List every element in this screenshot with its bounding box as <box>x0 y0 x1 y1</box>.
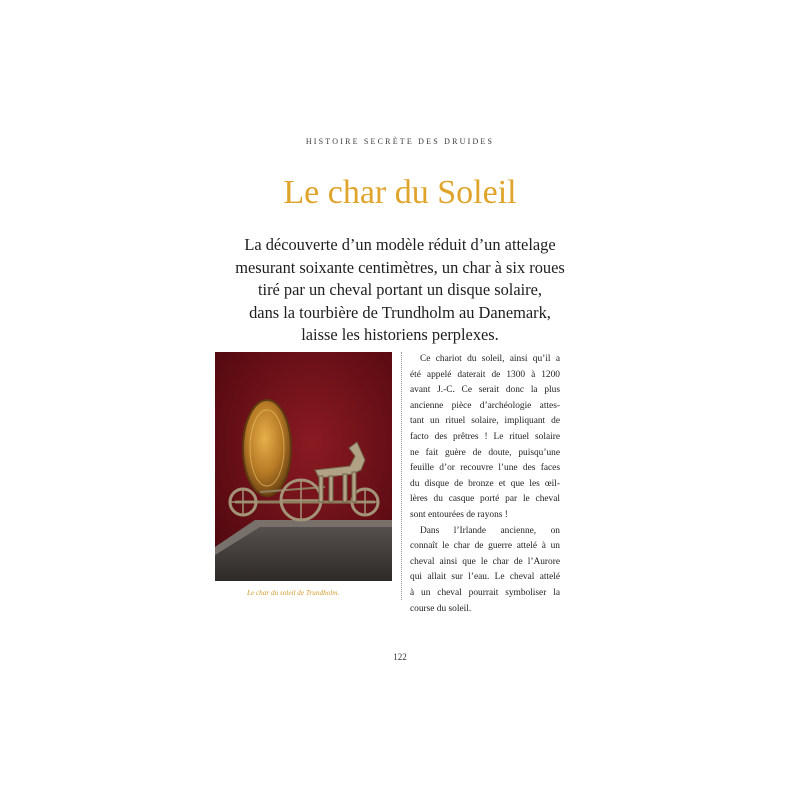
running-header: HISTOIRE SECRÈTE DES DRUIDES <box>305 137 495 146</box>
body-line: été appelé daterait de 1300 à 1200 <box>410 369 560 380</box>
body-line: facto des prêtres ! Le rituel solaire <box>410 431 560 442</box>
body-column <box>410 352 560 617</box>
intro-line: tiré par un cheval portant un disque solaire, <box>257 280 542 299</box>
chapter-title: Le char du Soleil <box>283 174 517 211</box>
body-line: à un cheval pourrait symboliser la <box>410 587 560 598</box>
body-line: connaît le char de guerre attelé à un <box>410 541 560 552</box>
body-line: lères du casque porté par le cheval <box>410 494 560 505</box>
intro-line: mesurant soixante centimètres, un char à six roues <box>235 257 565 277</box>
body-line: course du soleil. <box>410 603 472 614</box>
body-line: qui allait sur l’eau. Le cheval attelé <box>410 572 560 583</box>
intro-line: laisse les historiens perplexes. <box>301 325 499 344</box>
sun-chariot-photo <box>215 352 392 581</box>
column-divider <box>401 352 402 600</box>
body-line: cheval ainsi que le char de l’Aurore <box>410 556 560 567</box>
intro-line: La découverte d’un modèle réduit d’un attelage <box>244 235 556 254</box>
page-number: 122 <box>393 652 407 662</box>
body-line: Dans l’Irlande ancienne, on <box>420 525 560 536</box>
body-line: du disque de bronze et que les œil- <box>410 478 560 489</box>
body-line: ancienne pièce d’archéologie attes- <box>410 400 560 411</box>
body-line: Ce chariot du soleil, ainsi qu’il a <box>420 354 560 364</box>
body-line: sont entourées de rayons ! <box>410 509 508 520</box>
intro-paragraph <box>200 234 600 347</box>
photo-caption: Le char du soleil de Trundholm. <box>247 589 340 597</box>
intro-line: dans la tourbière de Trundholm au Danemark, <box>249 302 551 322</box>
body-line: tant un rituel solaire, impliquant de <box>410 416 560 427</box>
body-line: ne fait guère de doute, puisqu’une <box>410 447 560 458</box>
body-line: feuille d’or recouvre l’une des faces <box>410 463 560 474</box>
body-line: avant J.-C. Ce serait donc la plus <box>410 385 560 396</box>
